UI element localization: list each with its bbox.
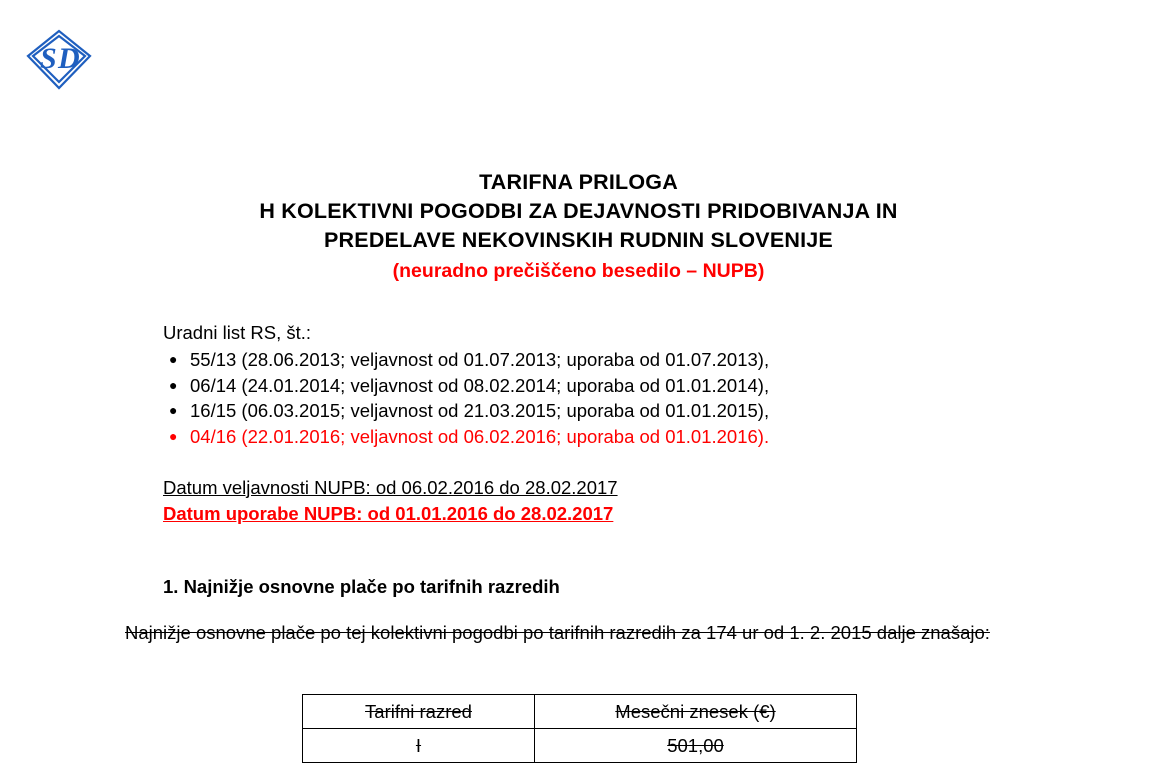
sd-company-logo bbox=[20, 26, 98, 94]
section-paragraph-1: Najnižje osnovne plače po tej kolektivni pogodbi po tarifnih razredih za 174 ur od 1. 2. 2015 dalje znašajo: bbox=[125, 622, 990, 643]
section-heading-1: 1. Najnižje osnovne plače po tarifnih razredih bbox=[163, 576, 560, 597]
list-item-label: 06/14 (24.01.2014; veljavnost od 08.02.2014; uporaba od 01.01.2014), bbox=[190, 374, 770, 396]
usage-date-line-wrap bbox=[163, 501, 1063, 527]
bullet-icon: ● bbox=[169, 402, 178, 418]
page-subtitle: (neuradno prečiščeno besedilo – NUPB) bbox=[392, 260, 765, 282]
validity-date-line-wrap bbox=[163, 475, 1063, 501]
list-item-label: 16/15 (06.03.2015; veljavnost od 21.03.2015; uporaba od 01.01.2015), bbox=[190, 400, 770, 421]
list-item bbox=[163, 373, 1063, 399]
page-title-line-1: TARIFNA PRILOGA bbox=[479, 170, 678, 194]
tariff-table-wrap bbox=[302, 694, 856, 763]
table-header-cell: Tarifni razred bbox=[303, 695, 535, 729]
page-title-line-3: PREDELAVE NEKOVINSKIH RUDNIN SLOVENIJE bbox=[324, 228, 833, 252]
document-title-block bbox=[0, 168, 1157, 286]
svg-text:S: S bbox=[40, 42, 57, 75]
bullet-icon: ● bbox=[169, 376, 178, 393]
list-item bbox=[163, 347, 1063, 373]
list-item-label: 04/16 (22.01.2016; veljavnost od 06.02.2016; uporaba od 01.01.2016). bbox=[190, 425, 770, 447]
validity-date-line: Datum veljavnosti NUPB: od 06.02.2016 do 28.02.2017 bbox=[163, 477, 618, 498]
tariff-table bbox=[302, 694, 857, 763]
table-cell-tariff-class: I bbox=[303, 729, 535, 763]
bullet-icon: ● bbox=[169, 351, 178, 367]
table-cell-monthly-amount: 501,00 bbox=[535, 729, 857, 763]
page-title-line-2: H KOLEKTIVNI POGODBI ZA DEJAVNOSTI PRIDOBIVANJA IN bbox=[259, 199, 898, 223]
list-item bbox=[163, 424, 1063, 450]
svg-text:D: D bbox=[58, 42, 80, 75]
document-body bbox=[163, 320, 1063, 600]
list-item bbox=[163, 398, 1063, 424]
gazette-list bbox=[163, 347, 1063, 449]
table-header-row bbox=[303, 695, 857, 729]
table-header-cell: Mesečni znesek (€) bbox=[535, 695, 857, 729]
usage-date-line: Datum uporabe NUPB: od 01.01.2016 do 28.02.2017 bbox=[163, 502, 614, 524]
gazette-label: Uradni list RS, št.: bbox=[163, 322, 312, 343]
bullet-icon: ● bbox=[169, 427, 178, 444]
table-row bbox=[303, 729, 857, 763]
list-item-label: 55/13 (28.06.2013; veljavnost od 01.07.2013; uporaba od 01.07.2013), bbox=[190, 349, 770, 370]
